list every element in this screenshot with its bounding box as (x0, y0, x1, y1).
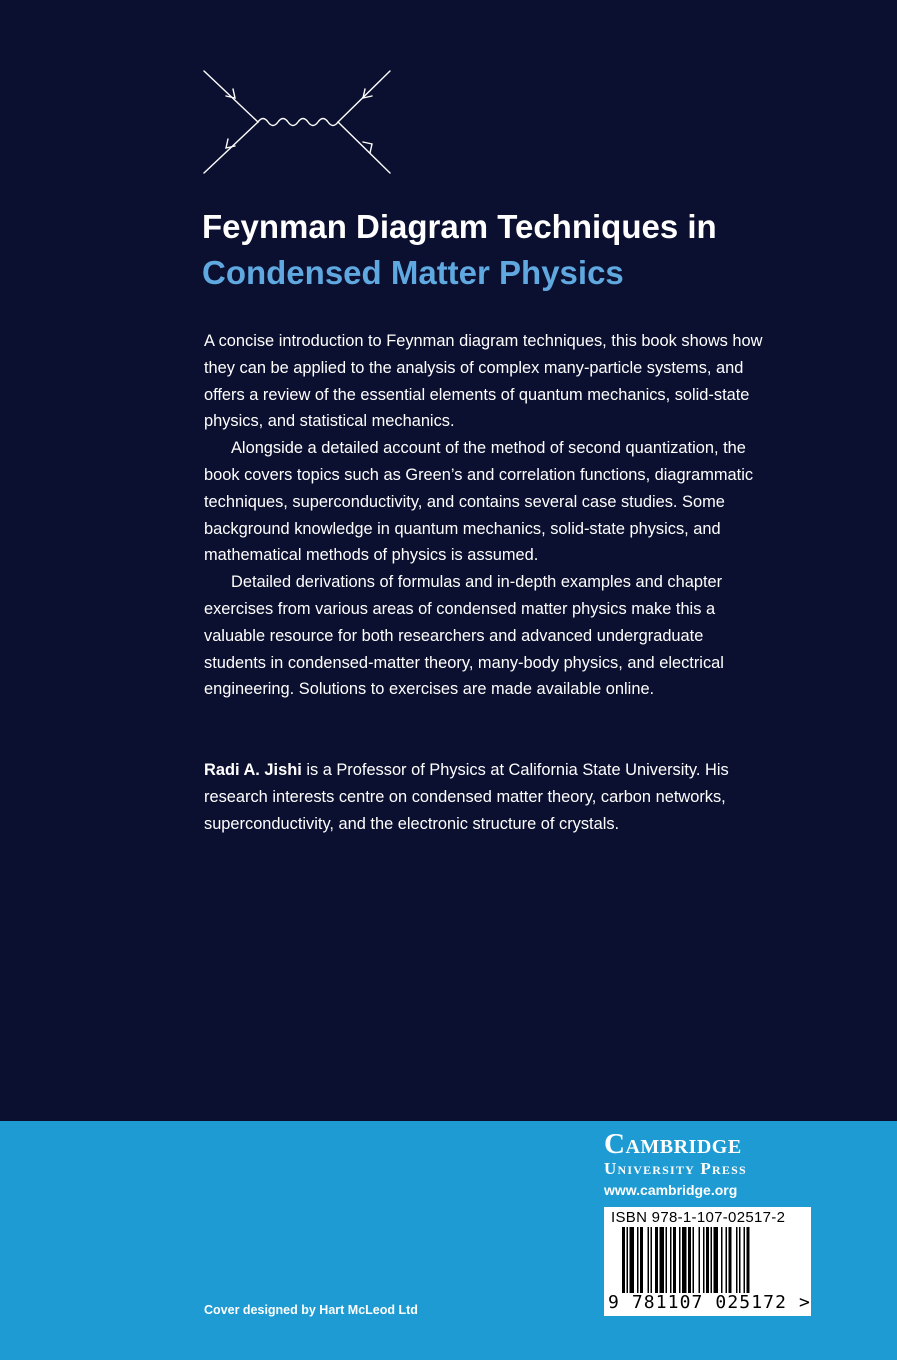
barcode-bar (714, 1227, 719, 1293)
barcode-bar (627, 1227, 629, 1293)
barcode-bar (747, 1227, 750, 1293)
isbn-label: ISBN 978-1-107-02517-2 (611, 1209, 786, 1226)
publisher-name: Cambridge (604, 1128, 742, 1160)
author-name: Radi A. Jishi (204, 761, 302, 779)
barcode-bar (660, 1227, 665, 1293)
barcode-bar (703, 1227, 705, 1293)
barcode-bar (688, 1227, 691, 1293)
barcode-bar (622, 1227, 625, 1293)
barcode-bar (682, 1227, 687, 1293)
barcode-bar (736, 1227, 738, 1293)
barcode-bar (706, 1227, 709, 1293)
barcode-bar (693, 1227, 695, 1293)
barcode-bar (640, 1227, 643, 1293)
barcode-bar (637, 1227, 639, 1293)
barcode-bar (726, 1227, 728, 1293)
publisher-url: www.cambridge.org (604, 1182, 738, 1198)
barcode-bar (711, 1227, 713, 1293)
barcode-bar (655, 1227, 658, 1293)
cover-credit: Cover designed by Hart McLeod Ltd (204, 1303, 418, 1317)
barcode-bar (666, 1227, 668, 1293)
barcode-digits: 9 781107 025172 > (608, 1292, 811, 1313)
barcode-bar (673, 1227, 676, 1293)
feynman-diagram-icon (200, 66, 395, 178)
barcode (604, 1207, 811, 1316)
barcode-bar (744, 1227, 746, 1293)
author-bio-text: is a Professor of Physics at California State University. His research interests centre on condensed matter theory, carbon networks, superconductivity, and the electronic structure of crystals. (204, 761, 729, 833)
barcode-bar (679, 1227, 681, 1293)
barcode-bar (630, 1227, 635, 1293)
publisher-subtitle: University Press (604, 1159, 747, 1178)
barcode-bar (699, 1227, 701, 1293)
description-paragraph-3: Detailed derivations of formulas and in-depth examples and chapter exercises from various areas of condensed matter physics make this a valuable resource for both researchers and advanced undergraduate students in condensed-matter theory, many-body physics, and electrical engineering. Solutions to exercises are made available online. (204, 573, 724, 699)
description-paragraph-1: A concise introduction to Feynman diagram techniques, this book shows how they can be applied to the analysis of complex many-particle systems, and offers a review of the essential elements of quantum mechanics, solid-state physics, and statistical mechanics. (204, 332, 763, 431)
barcode-bar (648, 1227, 650, 1293)
title-line-1: Feynman Diagram Techniques in (202, 208, 717, 245)
title-line-2: Condensed Matter Physics (202, 254, 624, 291)
barcode-bars-icon (608, 1227, 807, 1293)
barcode-bar (670, 1227, 672, 1293)
description-paragraph-2: Alongside a detailed account of the method of second quantization, the book covers topics such as Green’s and correlation functions, diagrammatic techniques, superconductivity, and contains several case studies. Some background knowledge in quantum mechanics, solid-state physics, and mathematical methods of physics is assumed. (204, 439, 754, 565)
barcode-bar (739, 1227, 741, 1293)
publisher-logo (604, 1128, 814, 1202)
book-title (202, 204, 717, 296)
author-bio (204, 757, 764, 837)
barcode-bar (721, 1227, 723, 1293)
barcode-bar (651, 1227, 653, 1293)
barcode-bar (729, 1227, 732, 1293)
book-description (204, 328, 764, 703)
